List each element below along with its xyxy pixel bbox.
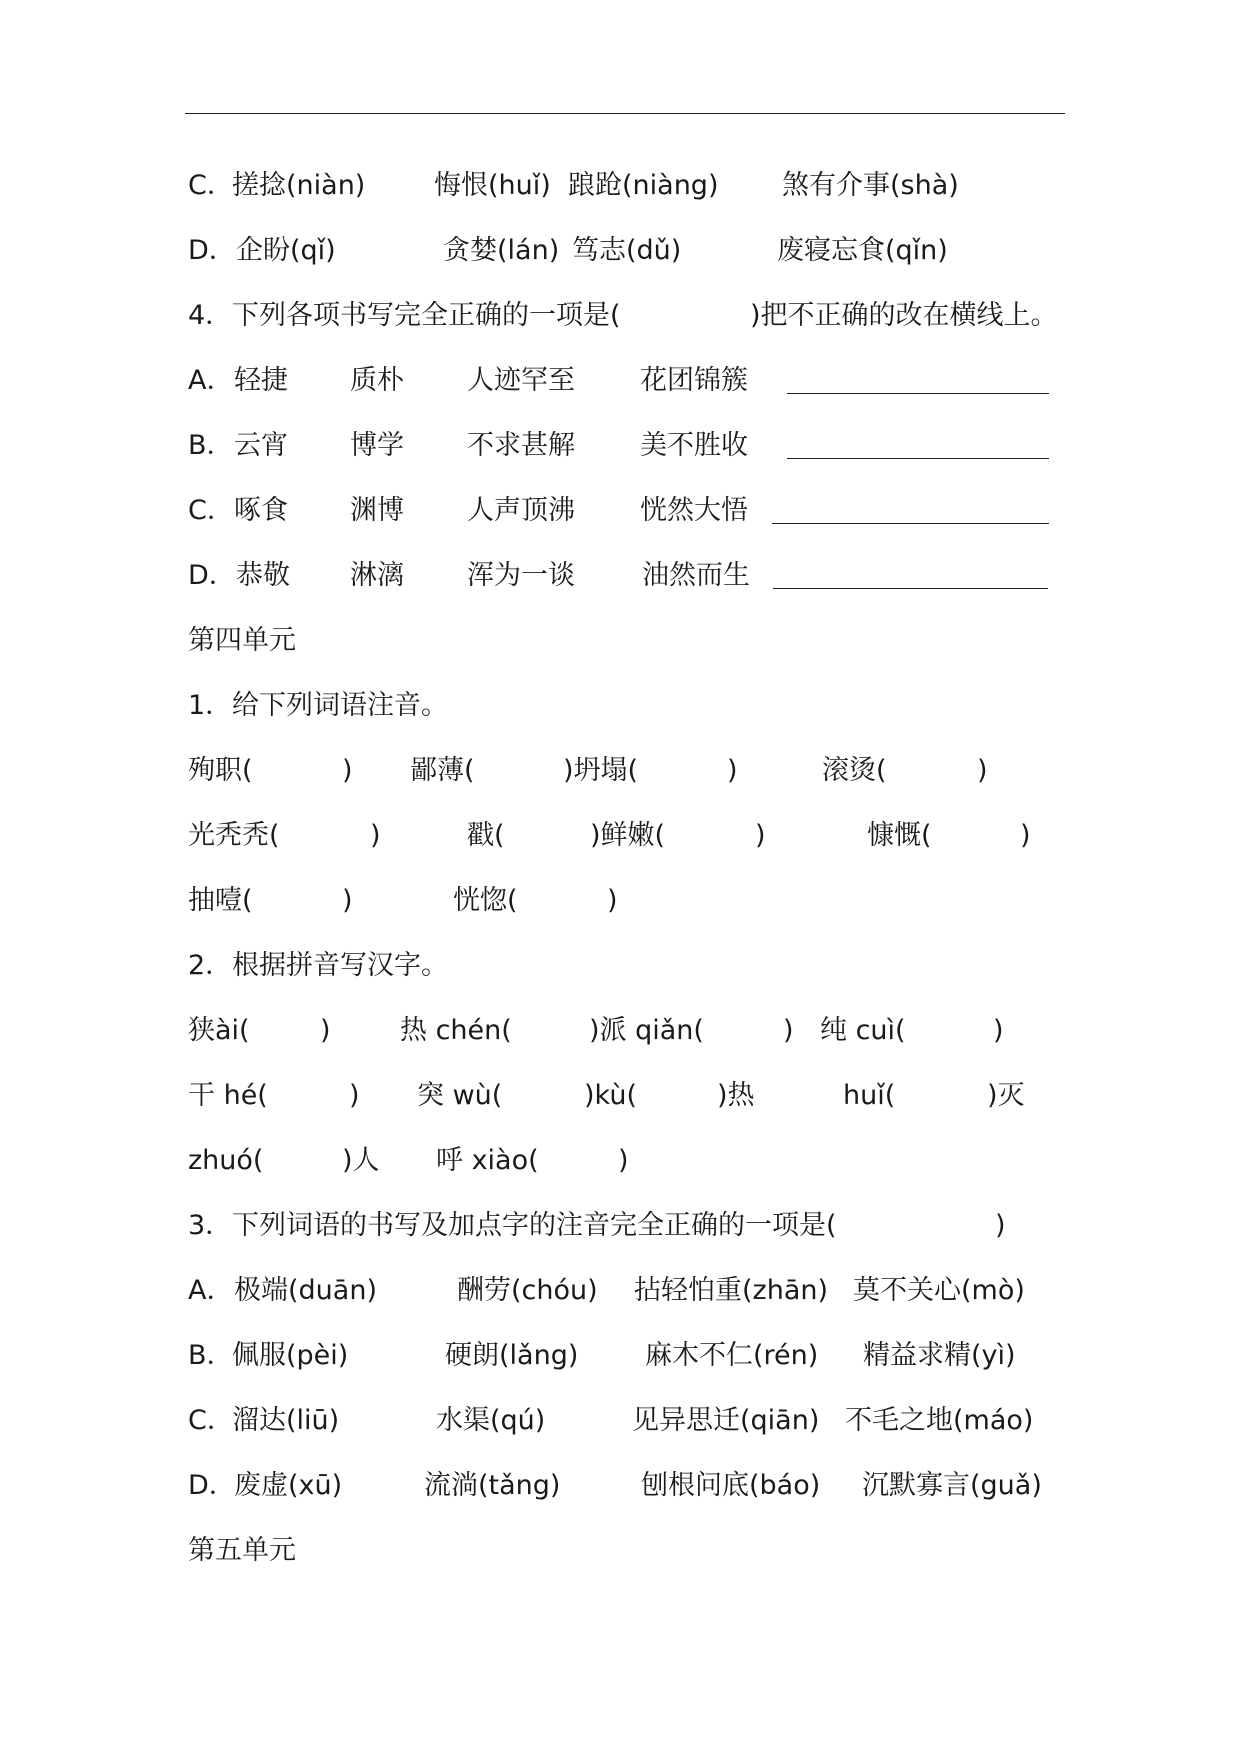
option-word: 极端(duān) xyxy=(234,1275,377,1306)
fill-item: )鲜嫩( xyxy=(590,820,666,851)
unit4-q3-option-c xyxy=(0,1401,1241,1441)
option-word: 溜达(liū) xyxy=(232,1405,340,1436)
option-word: 刨根问底(báo) xyxy=(641,1470,821,1501)
option-letter: C． xyxy=(188,1405,234,1436)
option-word: 莫不关心(mò) xyxy=(853,1275,1025,1306)
fill-item: 鄙薄( xyxy=(410,755,475,786)
unit4-q3-option-b xyxy=(0,1336,1241,1376)
unit4-q2-row1 xyxy=(0,1011,1241,1051)
option-word: 流淌(tǎng) xyxy=(424,1470,561,1501)
fill-item: 呼 xiào( xyxy=(436,1145,539,1176)
header-rule xyxy=(185,113,1065,114)
unit4-q2-stem xyxy=(0,946,1241,986)
question-text-tail: ) xyxy=(995,1210,1006,1241)
fill-item: 纯 cuì( xyxy=(820,1015,906,1046)
unit4-heading xyxy=(0,621,1241,661)
option-letter: B． xyxy=(188,430,234,461)
option-word: 云宵 xyxy=(234,430,288,461)
fill-item: ) xyxy=(342,885,353,916)
question-number: 2． xyxy=(188,950,233,981)
option-word: 见异思迁(qiān) xyxy=(632,1405,820,1436)
option-word: 轻捷 xyxy=(234,365,288,396)
option-word: 佩服(pèi) xyxy=(232,1340,349,1371)
q4-option-a xyxy=(0,361,1241,401)
fill-item: 戳( xyxy=(467,820,505,851)
option-word: 笃志(dǔ) xyxy=(572,235,682,266)
fill-item: )人 xyxy=(342,1145,380,1176)
question-text: 根据拼音写汉字。 xyxy=(232,950,448,981)
question-text: 给下列词语注音。 xyxy=(232,690,448,721)
unit5-heading xyxy=(0,1531,1241,1571)
option-letter: A． xyxy=(188,365,234,396)
fill-item: 狭ài( xyxy=(188,1015,250,1046)
question-text: 下列各项书写完全正确的一项是( xyxy=(232,300,621,331)
option-word: 贪婪(lán) xyxy=(443,235,560,266)
q4-stem xyxy=(0,296,1241,336)
fill-item: ) xyxy=(783,1015,794,1046)
answer-blank[interactable] xyxy=(787,458,1049,459)
option-word: 废虚(xū) xyxy=(234,1470,343,1501)
option-letter: C． xyxy=(188,495,234,526)
fill-item: 抽噎( xyxy=(188,885,253,916)
option-letter: D． xyxy=(188,1470,236,1501)
section-heading: 第五单元 xyxy=(188,1535,296,1566)
option-word: 煞有介事(shà) xyxy=(782,170,959,201)
fill-item: huǐ( xyxy=(843,1080,896,1111)
option-word: 不求甚解 xyxy=(467,430,575,461)
unit4-q2-row2 xyxy=(0,1076,1241,1116)
q3-option-c xyxy=(0,166,1241,206)
option-letter: C． xyxy=(188,170,234,201)
fill-item: zhuó( xyxy=(188,1145,264,1176)
fill-item: 滚烫( xyxy=(822,755,887,786)
fill-item: )灭 xyxy=(987,1080,1025,1111)
section-heading: 第四单元 xyxy=(188,625,296,656)
fill-item: ) xyxy=(320,1015,331,1046)
fill-item: ) xyxy=(977,755,988,786)
fill-item: )派 qiǎn( xyxy=(589,1015,704,1046)
option-word: 恭敬 xyxy=(236,560,290,591)
unit4-q1-row2 xyxy=(0,816,1241,856)
unit4-q3-option-a xyxy=(0,1271,1241,1311)
option-word: 浑为一谈 xyxy=(467,560,575,591)
unit4-q3-option-d xyxy=(0,1466,1241,1506)
fill-item: 殉职( xyxy=(188,755,253,786)
option-word: 人声顶沸 xyxy=(467,495,575,526)
fill-item: ) xyxy=(1020,820,1031,851)
option-word: 恍然大悟 xyxy=(640,495,748,526)
option-word: 花团锦簇 xyxy=(640,365,748,396)
question-number: 1． xyxy=(188,690,233,721)
question-text-tail: )把不正确的改在横线上。 xyxy=(750,300,1058,331)
q3-option-d xyxy=(0,231,1241,271)
option-word: 啄食 xyxy=(234,495,288,526)
fill-item: ) xyxy=(342,755,353,786)
q4-option-b xyxy=(0,426,1241,466)
unit4-q1-row1 xyxy=(0,751,1241,791)
option-word: 废寝忘食(qǐn) xyxy=(777,235,948,266)
fill-item: ) xyxy=(618,1145,629,1176)
option-word: 麻木不仁(rén) xyxy=(645,1340,819,1371)
question-text: 下列词语的书写及加点字的注音完全正确的一项是( xyxy=(232,1210,837,1241)
fill-item: 突 wù( xyxy=(417,1080,503,1111)
answer-blank[interactable] xyxy=(787,393,1049,394)
option-word: 搓捻(niàn) xyxy=(232,170,366,201)
option-word: 质朴 xyxy=(350,365,404,396)
fill-item: ) xyxy=(727,755,738,786)
option-word: 企盼(qǐ) xyxy=(236,235,336,266)
option-word: 淋漓 xyxy=(350,560,404,591)
fill-item: ) xyxy=(370,820,381,851)
fill-item: )kù( xyxy=(584,1080,637,1111)
question-number: 4． xyxy=(188,300,233,331)
option-word: 酬劳(chóu) xyxy=(457,1275,598,1306)
option-word: 硬朗(lǎng) xyxy=(445,1340,579,1371)
q4-option-c xyxy=(0,491,1241,531)
option-word: 油然而生 xyxy=(642,560,750,591)
answer-blank[interactable] xyxy=(773,588,1048,589)
fill-item: 干 hé( xyxy=(188,1080,268,1111)
unit4-q1-row3 xyxy=(0,881,1241,921)
option-word: 美不胜收 xyxy=(640,430,748,461)
option-word: 人迹罕至 xyxy=(467,365,575,396)
option-word: 渊博 xyxy=(350,495,404,526)
option-word: 悔恨(huǐ) xyxy=(434,170,551,201)
q4-option-d xyxy=(0,556,1241,596)
option-word: 沉默寡言(guǎ) xyxy=(862,1470,1042,1501)
fill-item: 热 chén( xyxy=(400,1015,512,1046)
option-letter: D． xyxy=(188,560,236,591)
fill-item: ) xyxy=(607,885,618,916)
fill-item: ) xyxy=(993,1015,1004,1046)
question-number: 3． xyxy=(188,1210,233,1241)
fill-item: ) xyxy=(755,820,766,851)
option-letter: B． xyxy=(188,1340,234,1371)
unit4-q2-row3 xyxy=(0,1141,1241,1181)
option-letter: D． xyxy=(188,235,236,266)
answer-blank[interactable] xyxy=(772,523,1049,524)
option-letter: A． xyxy=(188,1275,234,1306)
fill-item: 光秃秃( xyxy=(188,820,280,851)
option-word: 不毛之地(máo) xyxy=(845,1405,1034,1436)
option-word: 拈轻怕重(zhān) xyxy=(634,1275,829,1306)
fill-item: )坍塌( xyxy=(563,755,639,786)
option-word: 踉跄(niàng) xyxy=(568,170,719,201)
option-word: 精益求精(yì) xyxy=(863,1340,1016,1371)
fill-item: 慷慨( xyxy=(867,820,932,851)
fill-item: )热 xyxy=(717,1080,755,1111)
unit4-q1-stem xyxy=(0,686,1241,726)
option-word: 博学 xyxy=(350,430,404,461)
unit4-q3-stem xyxy=(0,1206,1241,1246)
fill-item: ) xyxy=(349,1080,360,1111)
fill-item: 恍惚( xyxy=(453,885,518,916)
option-word: 水渠(qú) xyxy=(436,1405,546,1436)
